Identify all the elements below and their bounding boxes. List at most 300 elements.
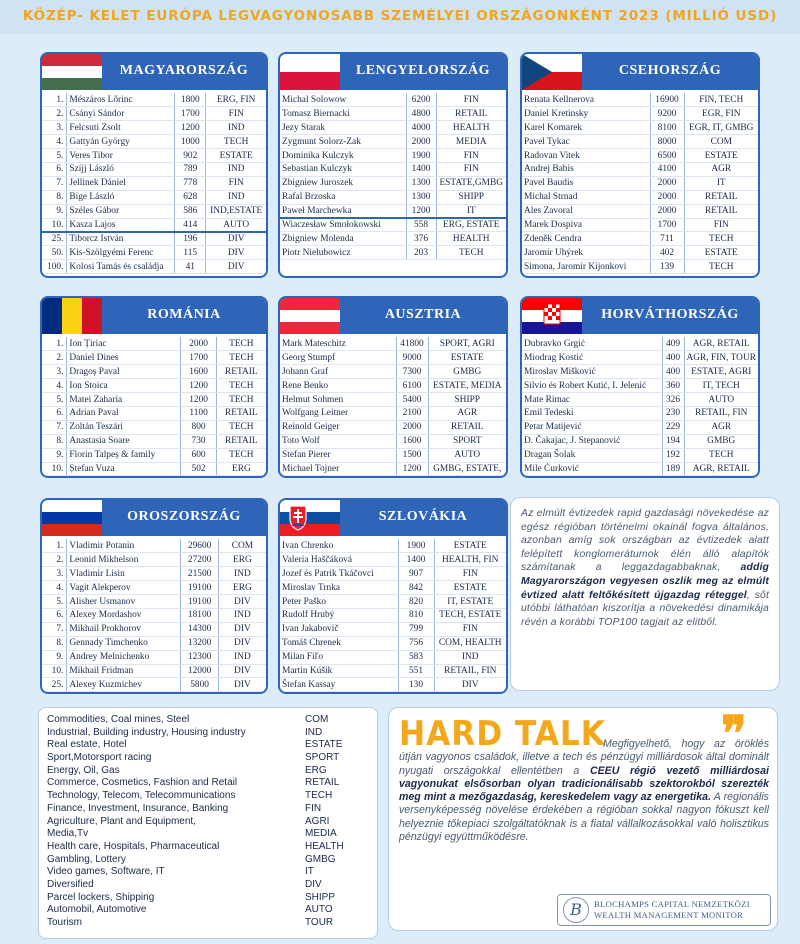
table-row xyxy=(522,365,758,379)
legend-row xyxy=(47,879,369,892)
rank-cell: 6. xyxy=(42,406,67,420)
hungary-flag-icon xyxy=(42,54,102,90)
industry-cell: GMBG xyxy=(428,365,506,379)
table-row xyxy=(280,176,506,190)
name-cell: Matei Zaharia xyxy=(67,393,181,407)
name-cell: Mark Mateschitz xyxy=(280,337,396,351)
table-row xyxy=(42,260,266,274)
value-cell: 6100 xyxy=(396,379,428,393)
country-title: CSEHORSZÁG xyxy=(618,63,722,78)
table-row xyxy=(42,204,266,218)
legend-code: FIN xyxy=(305,802,322,814)
value-cell: 1700 xyxy=(181,351,216,365)
value-cell: 1000 xyxy=(175,135,206,149)
industry-cell: IND xyxy=(218,567,266,581)
table-row xyxy=(280,664,506,678)
name-cell: Reinold Geiger xyxy=(280,420,396,434)
name-cell: Johann Graf xyxy=(280,365,396,379)
rank-cell: 2. xyxy=(42,107,67,121)
value-cell: 8000 xyxy=(650,135,684,149)
value-cell: 1800 xyxy=(175,93,206,107)
table-row xyxy=(280,462,506,476)
name-cell: Petar Matijević xyxy=(522,420,662,434)
name-cell: Renata Kellnerova xyxy=(522,93,650,107)
legend-label: Industrial, Building industry, Housing industry xyxy=(47,726,246,738)
name-cell: Alexey Kuzmichev xyxy=(67,678,181,692)
table-row xyxy=(42,581,266,595)
table-row xyxy=(522,448,758,462)
legend-code: HEALTH xyxy=(305,840,344,852)
legend-code: TECH xyxy=(305,790,333,802)
industry-cell: AUTO xyxy=(684,393,758,407)
table-row xyxy=(42,246,266,260)
legend-label: Health care, Hospitals, Pharmaceutical xyxy=(47,840,220,852)
table-row xyxy=(42,650,266,664)
value-cell: 139 xyxy=(650,260,684,274)
table-row xyxy=(280,232,506,246)
industry-cell: TECH xyxy=(216,337,266,351)
industry-cell: ESTATE xyxy=(684,149,758,163)
rank-cell: 7. xyxy=(42,176,67,190)
country-title: AUSZTRIA xyxy=(384,307,462,322)
legend-row xyxy=(47,828,369,841)
country-title: MAGYARORSZÁG xyxy=(119,63,249,78)
name-cell: Ștefan Vuza xyxy=(67,462,181,476)
table-row xyxy=(42,190,266,204)
rank-cell: 4. xyxy=(42,135,67,149)
rank-cell: 9. xyxy=(42,650,67,664)
industry-cell: FIN xyxy=(684,218,758,232)
value-cell: 1200 xyxy=(181,393,216,407)
name-cell: Miroslav Trnka xyxy=(280,581,398,595)
rank-cell: 4. xyxy=(42,581,67,595)
value-cell: 2000 xyxy=(181,337,216,351)
legend-label: Automobil, Automotive xyxy=(47,904,147,916)
industry-cell: GMBG xyxy=(684,434,758,448)
name-cell: Széles Gábor xyxy=(67,204,175,218)
table-row xyxy=(42,149,266,163)
table-row xyxy=(42,448,266,462)
industry-cell: TECH xyxy=(216,351,266,365)
table-row xyxy=(280,107,506,121)
legend-code: SPORT xyxy=(305,752,340,764)
table-row xyxy=(522,434,758,448)
table-row xyxy=(280,448,506,462)
rank-cell: 25. xyxy=(42,232,67,246)
industry-cell: HEALTH xyxy=(436,232,506,246)
name-cell: Mészáros Lőrinc xyxy=(67,93,175,107)
value-cell: 230 xyxy=(662,406,684,420)
rank-cell: 2. xyxy=(42,351,67,365)
value-cell: 12000 xyxy=(181,664,218,678)
legend-row xyxy=(47,892,369,905)
name-cell: Szíjj László xyxy=(67,162,175,176)
industry-cell: AGR xyxy=(684,162,758,176)
value-cell: 1700 xyxy=(650,218,684,232)
value-cell: 402 xyxy=(650,246,684,260)
table-row xyxy=(42,406,266,420)
industry-cell: IT xyxy=(436,204,506,218)
industry-cell: ESTATE xyxy=(434,581,506,595)
russia-flag-icon xyxy=(42,500,102,536)
table-row xyxy=(42,553,266,567)
industry-cell: IND xyxy=(218,650,266,664)
industry-cell: COM xyxy=(218,539,266,553)
table-row xyxy=(42,420,266,434)
rank-cell: 8. xyxy=(42,190,67,204)
value-cell: 2000 xyxy=(650,176,684,190)
value-cell: 1100 xyxy=(181,406,216,420)
name-cell: Karel Komarek xyxy=(522,121,650,135)
table-row xyxy=(42,567,266,581)
value-cell: 409 xyxy=(662,337,684,351)
value-cell: 1200 xyxy=(396,462,428,476)
rank-cell: 3. xyxy=(42,365,67,379)
rank-cell: 1. xyxy=(42,337,67,351)
table-row xyxy=(42,162,266,176)
value-cell: 558 xyxy=(406,218,436,232)
name-cell: Georg Stumpf xyxy=(280,351,396,365)
industry-cell: TECH, ESTATE xyxy=(434,608,506,622)
value-cell: 8100 xyxy=(650,121,684,135)
table-row xyxy=(42,539,266,553)
legend-row xyxy=(47,816,369,829)
quote-icon: ❞ xyxy=(721,706,747,762)
value-cell: 400 xyxy=(662,365,684,379)
country-title: SZLOVÁKIA xyxy=(378,509,468,524)
table-row xyxy=(522,190,758,204)
industry-cell: AGR, RETAIL xyxy=(684,337,758,351)
table-row xyxy=(522,107,758,121)
industry-cell: AUTO xyxy=(428,448,506,462)
name-cell: Zbigniew Molenda xyxy=(280,232,406,246)
table-row xyxy=(42,434,266,448)
rank-cell: 8. xyxy=(42,434,67,448)
value-cell: 551 xyxy=(398,664,434,678)
table-row xyxy=(280,204,506,218)
table-row xyxy=(280,553,506,567)
industry-cell: ESTATE, AGRI xyxy=(684,365,758,379)
panel-slovakia xyxy=(278,498,508,694)
name-cell: Mikhail Prokhorov xyxy=(67,622,181,636)
name-cell: Štefan Kassay xyxy=(280,678,398,692)
table-row xyxy=(280,149,506,163)
country-title: ROMÁNIA xyxy=(147,307,221,322)
name-cell: Ion Țiriac xyxy=(67,337,181,351)
table-row xyxy=(280,678,506,692)
table-row xyxy=(42,636,266,650)
industry-cell: DIV xyxy=(218,595,266,609)
name-cell: Gattyán György xyxy=(67,135,175,149)
legend-label: Commodities, Coal mines, Steel xyxy=(47,714,190,725)
table-row xyxy=(522,204,758,218)
value-cell: 19100 xyxy=(181,595,218,609)
industry-cell: TECH xyxy=(684,232,758,246)
value-cell: 1600 xyxy=(396,434,428,448)
name-cell: Sebastian Kulczyk xyxy=(280,162,406,176)
value-cell: 18100 xyxy=(181,608,218,622)
industry-cell: TECH xyxy=(684,260,758,274)
industry-cell: ESTATE, MEDIA xyxy=(428,379,506,393)
value-cell: 586 xyxy=(175,204,206,218)
legend-label: Video games, Software, IT xyxy=(47,866,165,878)
value-cell: 1300 xyxy=(406,190,436,204)
industry-cell: IT, TECH xyxy=(684,379,758,393)
legend-code: AGRI xyxy=(305,815,330,827)
name-cell: Anastasia Soare xyxy=(67,434,181,448)
industry-cell: DIV xyxy=(218,636,266,650)
table-row xyxy=(280,365,506,379)
legend-label: Parcel lockers, Shipping xyxy=(47,891,155,903)
table-row xyxy=(42,218,266,232)
legend-row xyxy=(47,765,369,778)
legend-row xyxy=(47,866,369,879)
name-cell: Milan Fiľo xyxy=(280,650,398,664)
value-cell: 583 xyxy=(398,650,434,664)
industry-cell: HEALTH, FIN xyxy=(434,553,506,567)
value-cell: 778 xyxy=(175,176,206,190)
legend-code: IND xyxy=(305,726,323,738)
industry-cell: COM xyxy=(684,135,758,149)
name-cell: Toto Wolf xyxy=(280,434,396,448)
industry-cell: DIV xyxy=(218,664,266,678)
legend-label: Agriculture, Plant and Equipment, xyxy=(47,815,196,827)
value-cell: 194 xyxy=(662,434,684,448)
industry-cell: IND xyxy=(206,121,266,135)
legend-code: TOUR xyxy=(305,917,334,928)
name-cell: Veres Tibor xyxy=(67,149,175,163)
table-row xyxy=(280,393,506,407)
industry-cell: ERG, FIN xyxy=(206,93,266,107)
panel-austria xyxy=(278,296,508,478)
name-cell: Zdeněk Cendra xyxy=(522,232,650,246)
industry-cell: RETAIL xyxy=(216,406,266,420)
panel-romania xyxy=(40,296,268,478)
value-cell: 902 xyxy=(175,149,206,163)
table-row xyxy=(42,379,266,393)
logo-mark-icon: B xyxy=(563,897,589,923)
rank-cell: 10. xyxy=(42,462,67,476)
value-cell: 600 xyxy=(181,448,216,462)
value-cell: 19100 xyxy=(181,581,218,595)
table-row xyxy=(42,595,266,609)
legend-code: GMBG xyxy=(305,853,336,865)
rank-cell: 100. xyxy=(42,260,67,274)
rank-cell: 7. xyxy=(42,622,67,636)
name-cell: Jaromír Uhýrek xyxy=(522,246,650,260)
table-row xyxy=(280,351,506,365)
value-cell: 41800 xyxy=(396,337,428,351)
value-cell: 400 xyxy=(662,351,684,365)
value-cell: 196 xyxy=(175,232,206,246)
table-row xyxy=(280,379,506,393)
slovakia-flag-icon xyxy=(280,500,340,536)
name-cell: Vladimir Potanin xyxy=(67,539,181,553)
name-cell: Silvio és Robert Kutić, I. Jelenić xyxy=(522,379,662,393)
table-row xyxy=(280,246,506,260)
industry-cell: ERG xyxy=(218,581,266,595)
industry-cell: EGR, FIN xyxy=(684,107,758,121)
name-cell: Kasza Lajos xyxy=(67,218,175,232)
industry-cell: RETAIL xyxy=(684,190,758,204)
table-row xyxy=(522,162,758,176)
table-row xyxy=(42,462,266,476)
table-row xyxy=(280,595,506,609)
name-cell: Ivan Jakabovič xyxy=(280,622,398,636)
wealth-table xyxy=(280,337,506,476)
value-cell: 115 xyxy=(175,246,206,260)
rank-cell: 5. xyxy=(42,393,67,407)
legend-label: Sport,Motorsport racing xyxy=(47,752,152,764)
rank-cell: 5. xyxy=(42,595,67,609)
value-cell: 414 xyxy=(175,218,206,232)
value-cell: 203 xyxy=(406,246,436,260)
industry-cell: ESTATE,GMBG xyxy=(436,176,506,190)
legend-code: IT xyxy=(305,866,314,878)
name-cell: Dragoș Paval xyxy=(67,365,181,379)
value-cell: 41 xyxy=(175,260,206,274)
panel-hungary xyxy=(40,52,268,278)
table-row xyxy=(42,393,266,407)
table-row xyxy=(280,581,506,595)
rank-cell: 6. xyxy=(42,162,67,176)
rank-cell: 1. xyxy=(42,539,67,553)
poland-flag-icon xyxy=(280,54,340,90)
industry-cell: RETAIL, FIN xyxy=(434,664,506,678)
name-cell: Zygmunt Solorz-Zak xyxy=(280,135,406,149)
name-cell: Tomasz Biernacki xyxy=(280,107,406,121)
table-row xyxy=(522,260,758,274)
table-row xyxy=(280,434,506,448)
panel-russia xyxy=(40,498,268,694)
value-cell: 14300 xyxy=(181,622,218,636)
name-cell: Kolosi Tamás és családja xyxy=(67,260,175,274)
name-cell: Jozef és Patrik Tkáčovci xyxy=(280,567,398,581)
table-row xyxy=(522,379,758,393)
table-row xyxy=(280,218,506,232)
table-row xyxy=(42,351,266,365)
name-cell: Zbigniew Juroszek xyxy=(280,176,406,190)
name-cell: Marek Dospiva xyxy=(522,218,650,232)
table-row xyxy=(280,190,506,204)
wealth-table xyxy=(42,93,266,274)
industry-cell: SHIPP xyxy=(436,190,506,204)
value-cell: 189 xyxy=(662,462,684,476)
czech-flag-icon xyxy=(522,54,582,90)
industry-cell: ERG xyxy=(218,553,266,567)
name-cell: Wiaczesław Smołokowski xyxy=(280,218,406,232)
table-row xyxy=(522,393,758,407)
legend-label: Gambling, Lottery xyxy=(47,853,126,865)
industry-cell: SPORT, AGRI xyxy=(428,337,506,351)
industry-cell: ESTATE xyxy=(428,351,506,365)
name-cell: Dragan Šolak xyxy=(522,448,662,462)
value-cell: 1200 xyxy=(175,121,206,135)
industry-cell: IND xyxy=(218,608,266,622)
industry-cell: DIV xyxy=(218,678,266,692)
value-cell: 800 xyxy=(181,420,216,434)
value-cell: 756 xyxy=(398,636,434,650)
name-cell: Jezy Starak xyxy=(280,121,406,135)
value-cell: 799 xyxy=(398,622,434,636)
legend-label: Real estate, Hotel xyxy=(47,739,127,751)
table-row xyxy=(522,218,758,232)
industry-cell: FIN xyxy=(436,162,506,176)
name-cell: Tomáš Chrenek xyxy=(280,636,398,650)
value-cell: 2000 xyxy=(650,190,684,204)
name-cell: Mikhail Fridman xyxy=(67,664,181,678)
legend-label: Diversified xyxy=(47,878,94,890)
rank-cell: 6. xyxy=(42,608,67,622)
panel-czechia xyxy=(520,52,760,278)
industry-cell: RETAIL xyxy=(684,204,758,218)
rank-cell: 10. xyxy=(42,218,67,232)
rank-cell: 10. xyxy=(42,664,67,678)
legend-label: Media,Tv xyxy=(47,828,89,840)
rank-cell: 2. xyxy=(42,553,67,567)
table-row xyxy=(42,107,266,121)
table-row xyxy=(42,622,266,636)
value-cell: 1400 xyxy=(406,162,436,176)
name-cell: Andrej Babis xyxy=(522,162,650,176)
romania-flag-icon xyxy=(42,298,102,334)
industry-cell: HEALTH xyxy=(436,121,506,135)
value-cell: 5400 xyxy=(396,393,428,407)
country-title: LENGYELORSZÁG xyxy=(355,63,491,78)
name-cell: Daniel Kretinsky xyxy=(522,107,650,121)
value-cell: 1200 xyxy=(181,379,216,393)
name-cell: Csányi Sándor xyxy=(67,107,175,121)
industry-cell: IT, ESTATE xyxy=(434,595,506,609)
table-row xyxy=(522,420,758,434)
table-row xyxy=(522,135,758,149)
industry-cell: IND xyxy=(434,650,506,664)
industry-cell: AGR, FIN, TOUR xyxy=(684,351,758,365)
table-row xyxy=(42,93,266,107)
value-cell: 2100 xyxy=(396,406,428,420)
value-cell: 6200 xyxy=(406,93,436,107)
industry-cell: TECH xyxy=(216,420,266,434)
rank-cell: 5. xyxy=(42,149,67,163)
name-cell: Tiborcz István xyxy=(67,232,175,246)
legend-label: Energy, Oil, Gas xyxy=(47,764,120,776)
country-title: OROSZORSZÁG xyxy=(127,509,241,524)
panel-poland xyxy=(278,52,508,278)
industry-cell: FIN xyxy=(206,107,266,121)
industry-cell: TECH xyxy=(436,246,506,260)
wealth-table xyxy=(42,539,266,692)
value-cell: 1900 xyxy=(406,149,436,163)
industry-cell: TECH xyxy=(684,448,758,462)
industry-cell: TECH xyxy=(216,448,266,462)
legend-code: COM xyxy=(305,714,329,725)
table-row xyxy=(280,162,506,176)
industry-cell: DIV xyxy=(206,246,266,260)
rank-cell: 25. xyxy=(42,678,67,692)
name-cell: Alisher Usmanov xyxy=(67,595,181,609)
industry-cell: RETAIL xyxy=(428,420,506,434)
value-cell: 1300 xyxy=(406,176,436,190)
industry-cell: MEDIA xyxy=(436,135,506,149)
legend-label: Tourism xyxy=(47,917,83,928)
industry-cell: FIN xyxy=(206,176,266,190)
sector-legend xyxy=(38,707,378,939)
name-cell: Daniel Dines xyxy=(67,351,181,365)
value-cell: 29600 xyxy=(181,539,218,553)
value-cell: 810 xyxy=(398,608,434,622)
industry-cell: ERG, ESTATE xyxy=(436,218,506,232)
value-cell: 2000 xyxy=(406,135,436,149)
